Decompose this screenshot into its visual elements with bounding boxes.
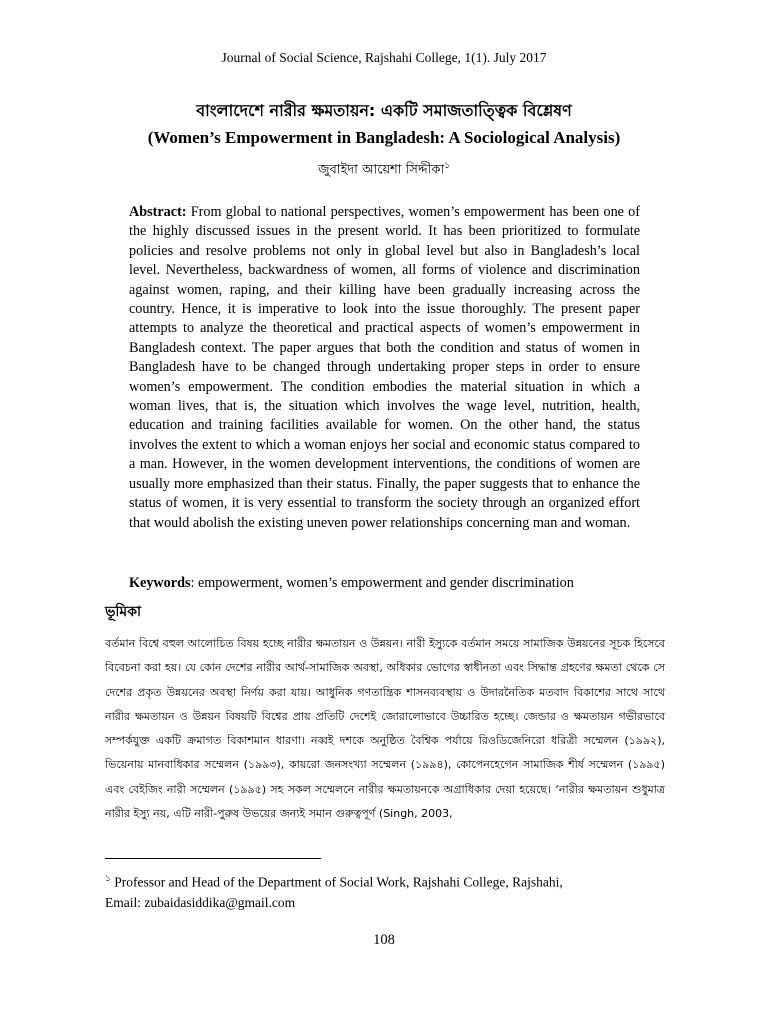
footnote-affiliation: Professor and Head of the Department of Social Work, Rajshahi College, Rajshahi, — [110, 874, 563, 890]
keywords-label: Keywords — [129, 575, 191, 591]
author-name: জুবাইদা আয়েশা সিদ্দীকা — [317, 162, 445, 178]
footnote-divider — [105, 858, 321, 859]
footnote — [105, 868, 665, 913]
footnote-line-1 — [105, 868, 665, 893]
page-number: 108 — [373, 932, 395, 948]
title-english: (Women’s Empowerment in Bangladesh: A Sociological Analysis) — [147, 128, 621, 147]
footnote-mark: ১ — [105, 873, 111, 883]
abstract — [129, 203, 640, 533]
footnote-email[interactable]: Email: zubaidasiddika@gmail.com — [105, 894, 296, 910]
keywords-text: : empowerment, women’s empowerment and gender discrimination — [190, 575, 574, 591]
title-bangla: বাংলাদেশে নারীর ক্ষমতায়ন: একটি সমাজতাত্ত্বিক বিশ্লেষণ — [196, 101, 572, 120]
abstract-label: Abstract: — [129, 204, 187, 220]
journal-header: Journal of Social Science, Rajshahi College, 1(1). July 2017 — [221, 50, 547, 65]
author-line — [0, 158, 768, 181]
abstract-text: From global to national perspectives, women’s empowerment has been one of the highly discussed issues in the present world. It has been prioritized to formulate policies and resolve problems not only in global level but also in Bangladesh’s local level. Nevertheless, backwardness of women, all forms of violence and discrimination against women, raping, and their killing have been gradually increasing across the country. Hence, it is imperative to look into the issue thoroughly. The present paper attempts to analyze the theoretical and practical aspects of women’s empowerment in Bangladesh context. The paper argues that both the condition and status of women in Bangladesh have to be changed through undertaking proper steps in order to ensure women’s empowerment. The condition embodies the material situation in which a woman lives, that is, the situation which involves the wage level, nutrition, health, education and training facilities available for women. On the other hand, the status involves the extent to which a woman enjoys her social and economic status compared to a man. However, in the women development interventions, the conditions of women are usually more emphasized than their status. Finally, the paper suggests that to enhance the status of women, it is very essential to transform the society through an organized effort that would abolish the existing uneven power relationships concerning man and woman. — [129, 204, 640, 531]
introduction-body: বর্তমান বিশ্বে বহুল আলোচিত বিষয় হচ্ছে নারীর ক্ষমতায়ন ও উন্নয়ন। নারী ইস্যুকে বর্তমান সময়ে সামাজিক উন্নয়নের সূচক হিসেবে বিবেচনা করা হয়। যে কোন দেশের নারীর আর্থ-সামাজিক অবস্থা, অধিকার ভোগের স্বাধীনতা এবং সিদ্ধান্ত গ্রহণের ক্ষমতা থেকে সে দেশের প্রকৃত উন্নয়নের অবস্থা নির্ণয় করা যায়। আধুনিক গণতান্ত্রিক শাসনব্যবস্থায় ও উদারনৈতিক মতবাদ বিকাশের সাথে সাথে নারীর ক্ষমতায়ন ও উন্নয়ন বিষয়টি বিশ্বের প্রায় প্রতিটি দেশেই জোরালোভাবে উচ্চারিত হচ্ছে। জেন্ডার ও ক্ষমতায়ন গভীরভাবে সম্পর্কযুক্ত একটি ক্রমাগত বিকাশমান ধারণা। নব্বই দশকে অনুষ্ঠিত বৈশ্বিক পর্যায়ে রিওডিজেনিরো ধরিত্রী সম্মেলন (১৯৯২), ভিয়েনায় মানবাধিকার সম্মেলন (১৯৯৩), কায়রো জনসংখ্যা সম্মেলন (১৯৯৪), কোপেনহেগেন সামাজিক শীর্ষ সম্মেলন (১৯৯৫) এবং বেইজিং নারী সম্মেলন (১৯৯৫) সহ সকল সম্মেলনে নারীর ক্ষমতায়নকে অগ্রাধিকার দেয়া হয়েছে। ‘নারীর ক্ষমতায়ন শুধুমাত্র নারীর ইস্যু নয়, এটি নারী-পুরুষ উভয়ের জন্যই সমান গুরুত্বপূর্ণ (Singh, 2003, — [105, 637, 665, 821]
keywords — [129, 574, 649, 593]
author-footnote-mark[interactable]: ১ — [444, 161, 451, 171]
section-heading-introduction: ভূমিকা — [105, 604, 142, 620]
